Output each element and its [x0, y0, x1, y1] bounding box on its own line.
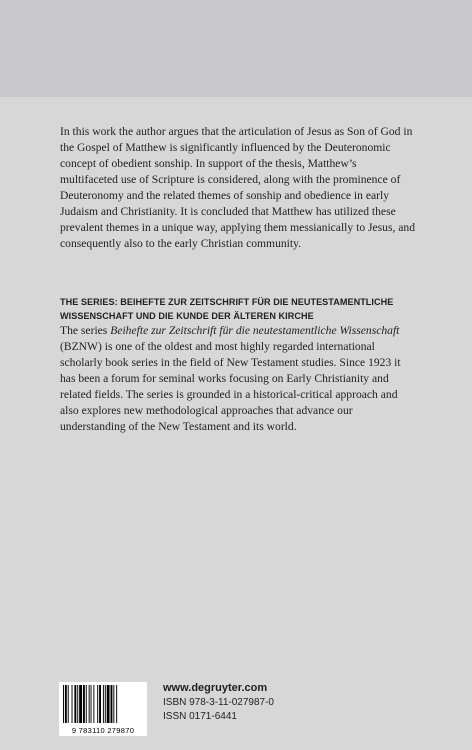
isbn-number: ISBN 978-3-11-027987-0	[163, 697, 274, 708]
barcode-digits: 9 783110 279870	[71, 726, 135, 735]
publisher-info	[163, 680, 274, 724]
book-description: In this work the author argues that the articulation of Jesus as Son of God in the Gospel of Matthew is significantly influenced by the Deuteronomic concept of obedient sonship. In support of the thesis, Matthew’s multifaceted use of Scripture is considered, along with the prominence of Deuteronomy and the related themes of sonship and obedience in early Judaism and Christianity. It is concluded that Matthew has utilized these prevalent themes in a unique way, applying them messianically to Jesus, and consequently also to the early Christian community.	[60, 125, 416, 250]
publisher-url: www.degruyter.com	[163, 682, 268, 694]
series-body-text: (BZNW) is one of the oldest and most highly regarded international scholarly book series in the field of New Testament studies. Since 1923 it has been a forum for seminal works focusing on Early Christianity and related fields. The series is grounded in a historical-critical approach and also explores new methodological approaches that advance our understanding of the New Testament and its world.	[60, 340, 401, 433]
series-description	[60, 323, 416, 435]
issn-number: ISSN 0171-6441	[163, 711, 237, 722]
barcode-bars	[59, 682, 147, 726]
top-color-band	[0, 0, 472, 97]
isbn-barcode	[59, 682, 147, 736]
series-intro: The series	[60, 324, 111, 337]
series-heading: THE SERIES: BEIHEFTE ZUR ZEITSCHRIFT FÜR DIE NEUTESTAMENTLICHE WISSENSCHAFT UND DIE KUNDE DER ÄLTEREN KIRCHE	[60, 297, 394, 321]
series-title: Beihefte zur Zeitschrift für die neutestamentliche Wissenschaft	[110, 324, 400, 337]
